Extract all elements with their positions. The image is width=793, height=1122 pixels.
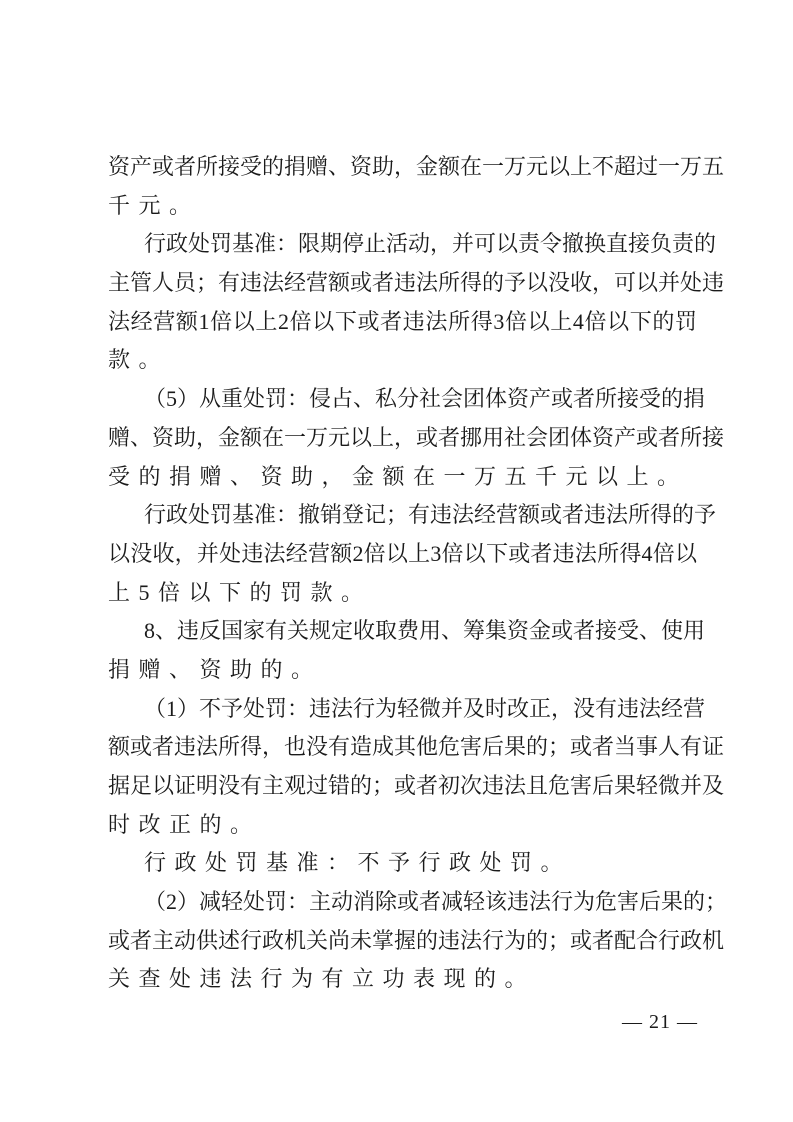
text-line: 关查处违法行为有立功表现的。	[108, 966, 536, 992]
text-line: 行政处罚基准：不予行政处罚。	[144, 850, 572, 876]
text-line: 资产或者所接受的捐赠、资助，金额在一万元以上不超过一万五	[108, 154, 725, 179]
paragraph	[108, 496, 717, 612]
page-number: — 21 —	[622, 1011, 698, 1033]
text-line: 赠、资助，金额在一万元以上，或者挪用社会团体资产或者所接	[108, 424, 725, 450]
document-body	[108, 148, 728, 999]
text-line: 主管人员；有违法经营额或者违法所得的予以没收，可以并处违	[108, 270, 725, 296]
paragraph	[108, 883, 728, 999]
text-line: 受的捐赠、资助，金额在一万五千元以上。	[108, 463, 688, 489]
text-line: （5）从重处罚：侵占、私分社会团体资产或者所接受的捐	[144, 386, 706, 412]
text-line: 款。	[108, 347, 170, 373]
paragraph	[108, 148, 725, 225]
paragraph	[108, 844, 697, 883]
text-line: 行政处罚基准：撤销登记；有违法经营额或者违法所得的予	[144, 502, 717, 528]
text-line: 以没收，并处违法经营额2倍以上3倍以下或者违法所得4倍以	[108, 540, 697, 566]
text-line: 或者主动供述行政机关尚未掌握的违法行为的；或者配合行政机	[108, 927, 725, 953]
text-line: 时改正的。	[108, 811, 261, 837]
text-line: 上5倍以下的罚款。	[108, 579, 372, 605]
text-line: 额或者违法所得，也没有造成其他危害后果的；或者当事人有证	[108, 734, 725, 760]
paragraph	[108, 690, 725, 845]
paragraph	[108, 612, 706, 689]
paragraph	[108, 380, 725, 496]
text-line: 行政处罚基准：限期停止活动，并可以责令撤换直接负责的	[144, 231, 717, 257]
text-line: （2）减轻处罚：主动消除或者减轻该违法行为危害后果的；	[144, 889, 728, 915]
text-line: （1）不予处罚：违法行为轻微并及时改正，没有违法经营	[144, 695, 706, 721]
text-line: 据足以证明没有主观过错的；或者初次违法且危害后果轻微并及	[108, 773, 725, 798]
paragraph	[108, 225, 725, 380]
text-line: 8、违反国家有关规定收取费用、筹集资金或者接受、使用	[144, 618, 706, 644]
text-line: 捐赠、资助的。	[108, 656, 322, 682]
text-line: 法经营额1倍以上2倍以下或者违法所得3倍以上4倍以下的罚	[108, 308, 697, 334]
text-line: 千元。	[108, 192, 200, 218]
